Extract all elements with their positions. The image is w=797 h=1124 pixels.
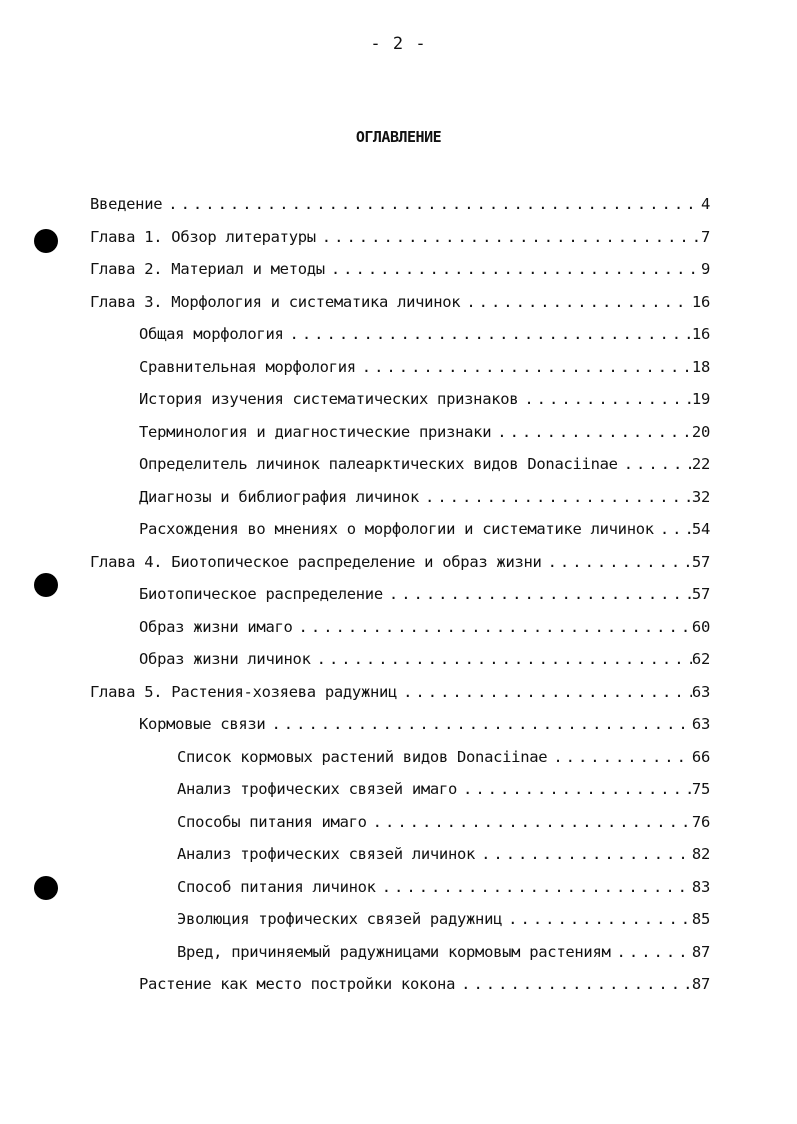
toc-entry-page: 18 — [691, 357, 710, 376]
toc-entry-page: 19 — [691, 390, 710, 408]
toc-entry — [90, 221, 710, 254]
toc-entry-page: 82 — [691, 845, 710, 863]
toc-entry-label: Образ жизни имаго — [139, 617, 293, 636]
toc-leader-dots — [617, 936, 692, 969]
toc-entry-label: Анализ трофических связей имаго — [177, 780, 457, 798]
toc-entry — [90, 481, 710, 514]
toc-entry-page: 22 — [691, 455, 710, 473]
toc-entry-label: Способ питания личинок — [177, 877, 376, 896]
toc-leader-dots — [322, 221, 701, 254]
toc-leader-dots — [290, 318, 692, 351]
toc-entry — [90, 838, 710, 871]
toc-leader-dots — [466, 286, 692, 319]
toc-entry-label: Расхождения во мнениях о морфологии и систематике личинок — [139, 520, 654, 538]
toc-leader-dots — [463, 773, 692, 806]
toc-entry — [90, 513, 710, 546]
toc-leader-dots — [389, 578, 692, 611]
toc-entry-label: Сравнительная морфология — [139, 357, 356, 376]
table-of-contents — [90, 188, 710, 1001]
toc-entry-label: Растение как место постройки кокона — [139, 975, 456, 993]
toc-entry-page: 57 — [691, 552, 710, 571]
toc-entry-label: Глава 4. Биотопическое распределение и образ жизни — [90, 552, 542, 571]
toc-entry-page: 75 — [691, 780, 710, 798]
page-title: ОГЛАВЛЕНИЕ — [355, 128, 442, 146]
toc-entry — [90, 708, 710, 741]
toc-entry — [90, 286, 710, 319]
toc-entry — [90, 546, 710, 579]
toc-entry-label: Образ жизни личинок — [139, 650, 311, 668]
toc-entry-label: Определитель личинок палеарктических видов Donaciinae — [139, 455, 618, 473]
toc-entry-label: Глава 1. Обзор литературы — [90, 227, 316, 246]
toc-entry-label: Способы питания имаго — [177, 812, 367, 831]
toc-leader-dots — [362, 351, 692, 384]
toc-entry — [90, 903, 710, 936]
toc-leader-dots — [271, 708, 691, 741]
toc-entry — [90, 871, 710, 904]
toc-entry-page: 85 — [691, 910, 710, 928]
toc-leader-dots — [660, 513, 692, 546]
toc-leader-dots — [461, 968, 692, 1001]
toc-entry-label: Биотопическое распределение — [139, 585, 383, 603]
toc-entry-page: 83 — [691, 877, 710, 896]
toc-entry-label: Эволюция трофических связей радужниц — [177, 910, 503, 928]
toc-entry-label: Терминология и диагностические признаки — [139, 422, 492, 441]
punch-hole-top — [34, 229, 58, 253]
toc-entry — [90, 741, 710, 774]
toc-leader-dots — [168, 188, 701, 221]
toc-entry-page: 9 — [700, 260, 710, 278]
toc-entry-label: Введение — [90, 195, 163, 213]
toc-entry-page: 76 — [691, 812, 710, 831]
toc-leader-dots — [481, 838, 692, 871]
toc-entry — [90, 188, 710, 221]
toc-leader-dots — [624, 448, 692, 481]
toc-entry-label: Глава 5. Растения-хозяева радужниц — [90, 682, 398, 701]
toc-entry — [90, 318, 710, 351]
toc-entry-label: Анализ трофических связей личинок — [177, 845, 476, 863]
toc-entry — [90, 773, 710, 806]
toc-leader-dots — [299, 611, 692, 644]
toc-leader-dots — [497, 416, 692, 449]
toc-entry — [90, 253, 710, 286]
toc-leader-dots — [548, 546, 692, 579]
toc-entry-label: Общая морфология — [139, 325, 284, 343]
toc-leader-dots — [403, 676, 692, 709]
toc-entry-page: 54 — [691, 520, 710, 538]
punch-hole-middle — [34, 573, 58, 597]
toc-entry-page: 32 — [691, 487, 710, 506]
toc-entry — [90, 936, 710, 969]
toc-leader-dots — [331, 253, 701, 286]
toc-entry-page: 57 — [691, 585, 710, 603]
toc-entry — [90, 383, 710, 416]
page-number: - 2 - — [370, 34, 427, 54]
toc-entry — [90, 968, 710, 1001]
toc-entry-label: Глава 3. Морфология и систематика личинок — [90, 292, 461, 311]
punch-hole-bottom — [34, 876, 58, 900]
toc-entry — [90, 416, 710, 449]
toc-entry-label: Диагнозы и библиография личинок — [139, 487, 419, 506]
toc-entry-page: 66 — [691, 747, 710, 766]
toc-entry — [90, 806, 710, 839]
toc-entry-page: 63 — [691, 682, 710, 701]
toc-leader-dots — [317, 643, 692, 676]
toc-entry-page: 87 — [691, 975, 710, 993]
toc-leader-dots — [508, 903, 692, 936]
toc-entry — [90, 351, 710, 384]
toc-leader-dots — [425, 481, 692, 514]
toc-leader-dots — [382, 871, 692, 904]
toc-entry-label: Список кормовых растений видов Donaciinae — [177, 747, 548, 766]
toc-entry-page: 60 — [691, 617, 710, 636]
toc-entry — [90, 643, 710, 676]
toc-entry-page: 20 — [691, 422, 710, 441]
toc-leader-dots — [373, 806, 692, 839]
toc-entry-page: 63 — [691, 715, 710, 733]
toc-leader-dots — [553, 741, 692, 774]
toc-entry — [90, 611, 710, 644]
toc-entry — [90, 448, 710, 481]
toc-entry-page: 62 — [691, 650, 710, 668]
toc-entry-page: 16 — [691, 325, 710, 343]
toc-entry-page: 4 — [700, 195, 710, 213]
toc-entry — [90, 676, 710, 709]
toc-entry-page: 87 — [691, 942, 710, 961]
toc-entry-label: Глава 2. Материал и методы — [90, 260, 325, 278]
toc-entry-label: История изучения систематических признаков — [139, 390, 519, 408]
toc-entry-page: 7 — [700, 227, 710, 246]
toc-entry-label: Кормовые связи — [139, 715, 266, 733]
toc-entry-page: 16 — [691, 292, 710, 311]
toc-leader-dots — [524, 383, 692, 416]
toc-entry-label: Вред, причиняемый радужницами кормовым растениям — [177, 942, 611, 961]
toc-entry — [90, 578, 710, 611]
